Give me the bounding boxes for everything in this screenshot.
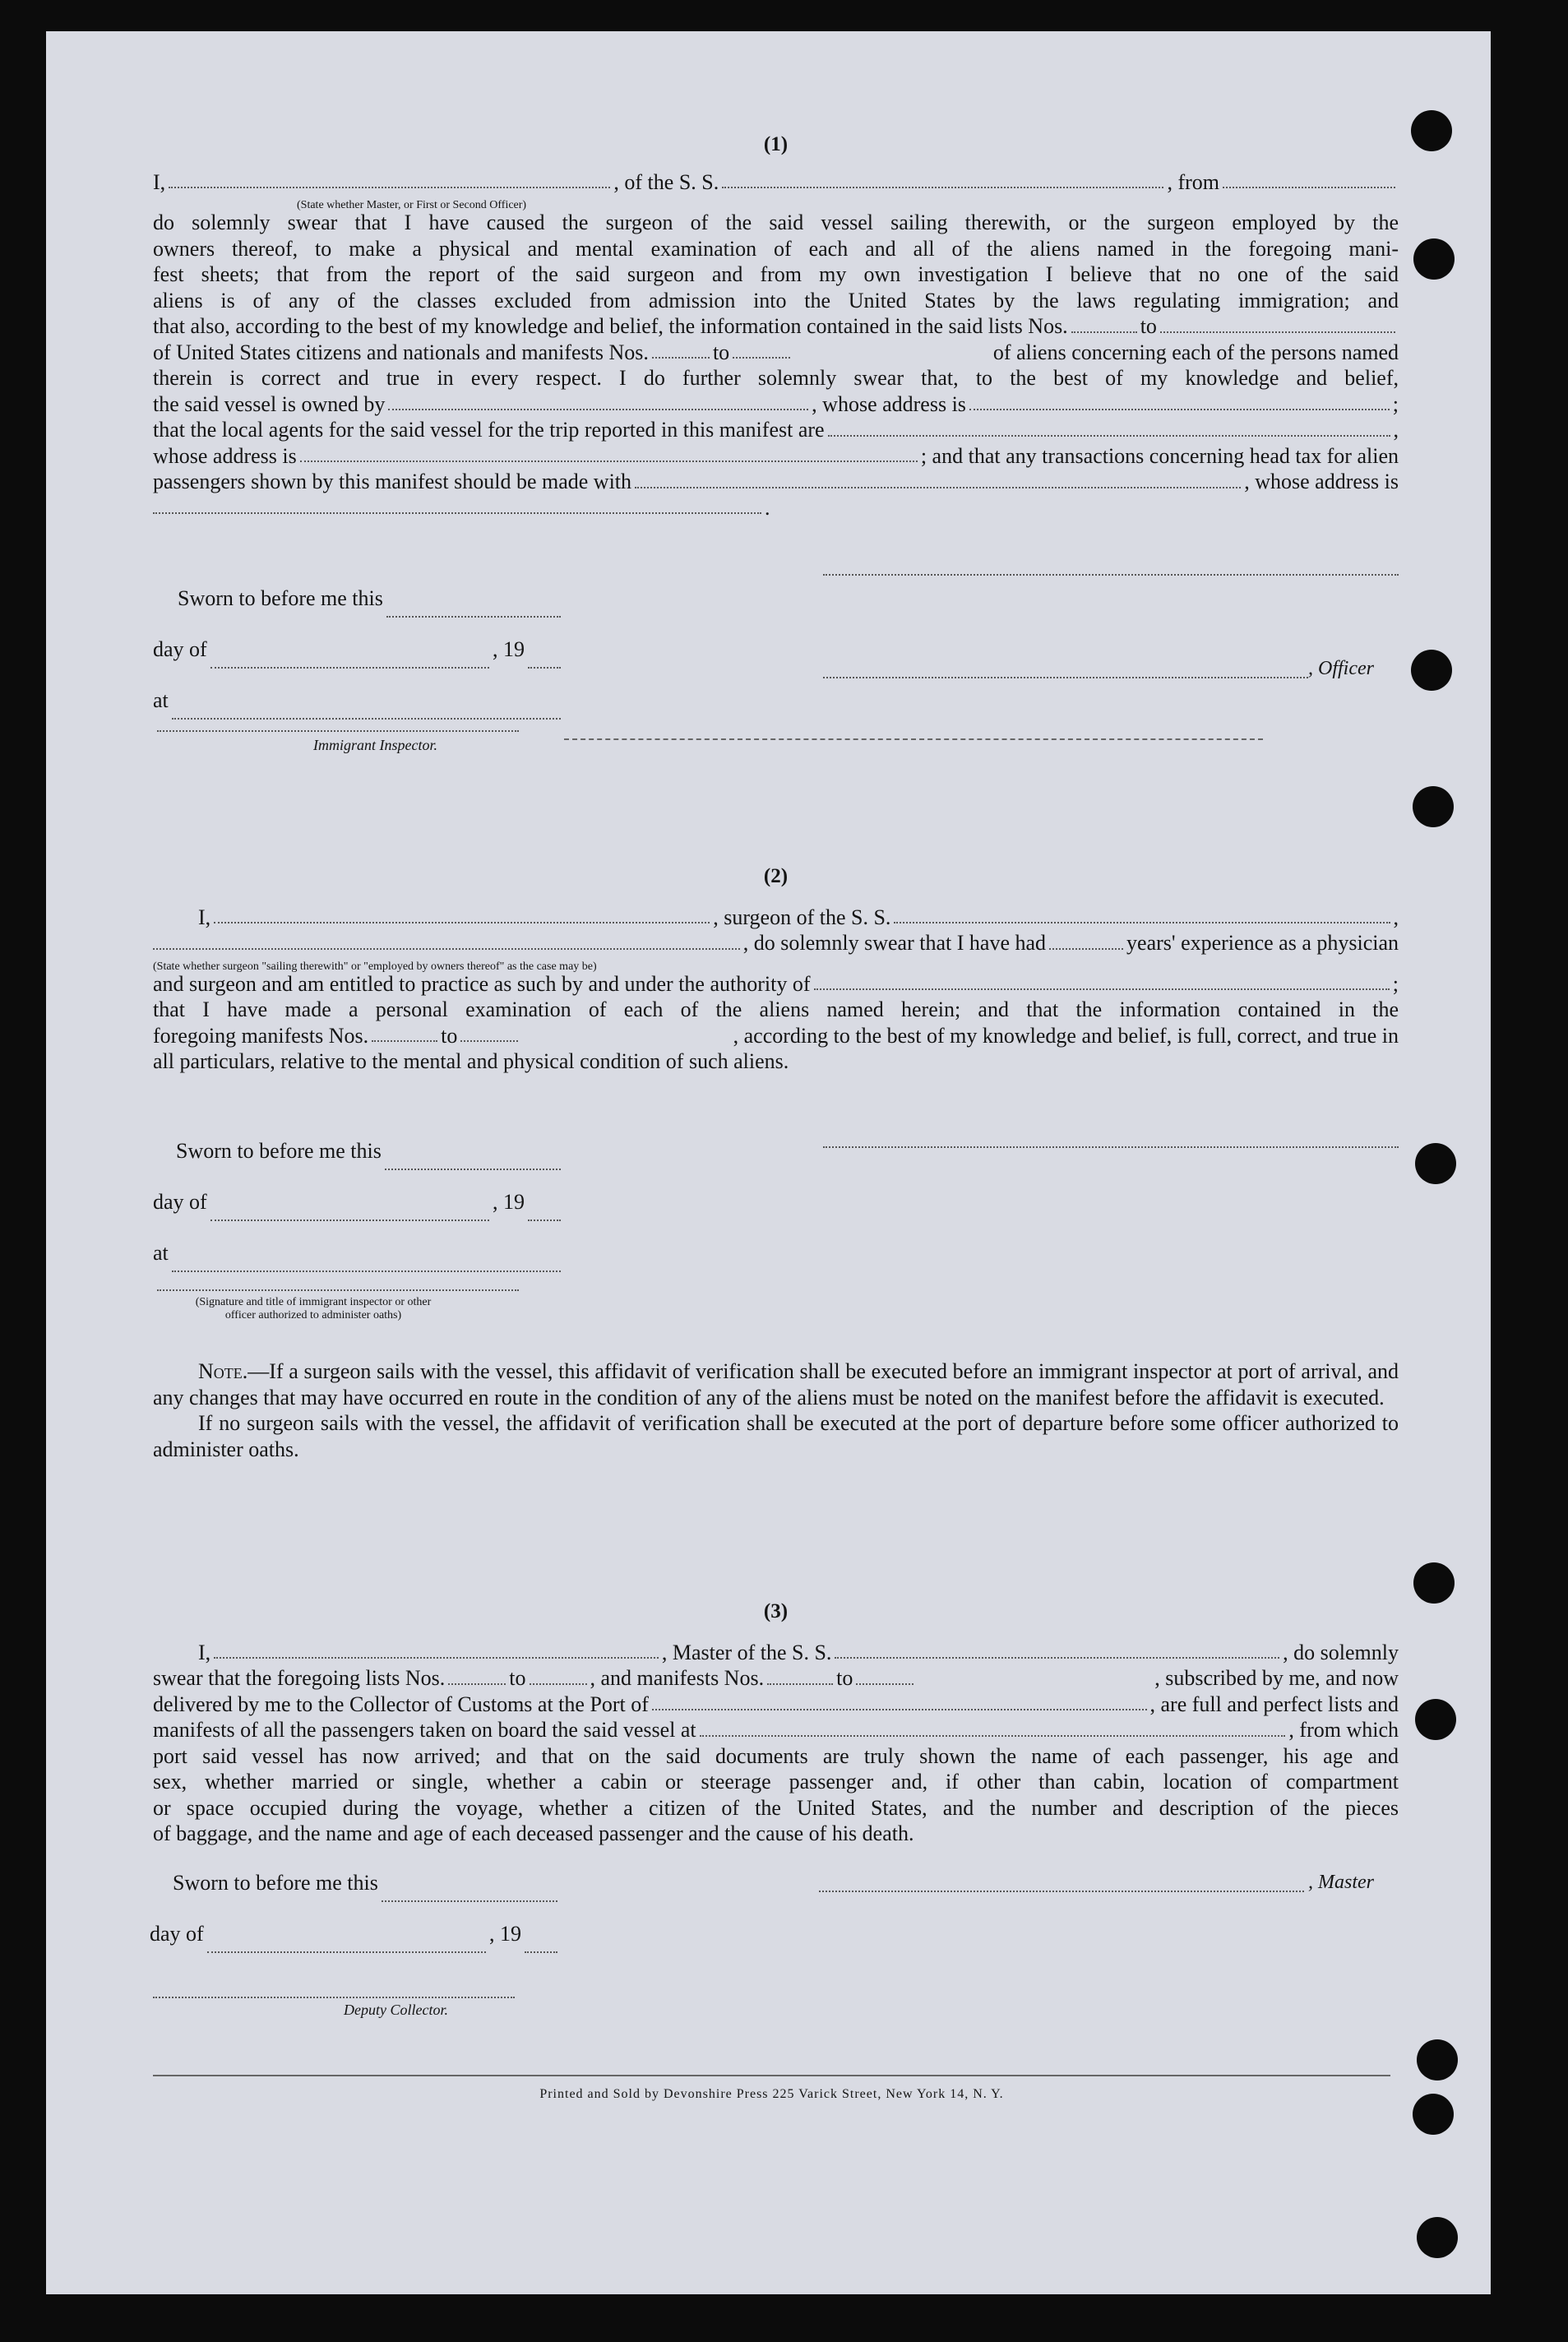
s2-inspector-signature-line[interactable]: [157, 1289, 519, 1291]
surgeon-name-field[interactable]: [214, 922, 710, 923]
s2-sworn-date-field[interactable]: [385, 1169, 561, 1170]
head-tax-contact-field[interactable]: [635, 487, 1241, 488]
punch-hole-10: [1417, 2217, 1458, 2258]
s2-year-field[interactable]: [528, 1220, 561, 1221]
s3-lists-to-field[interactable]: [530, 1683, 587, 1685]
s2-manifest-to-field[interactable]: [460, 1040, 518, 1042]
section-1: [153, 132, 1399, 521]
s1-inspector-label: Immigrant Inspector.: [313, 737, 437, 753]
section-3: [153, 1599, 1399, 1847]
s2-line-3: and surgeon and am entitled to practice as such by and under the authority of ;: [153, 971, 1399, 996]
s3-line-7: or space occupied during the voyage, whether a citizen of the United States, and the number and description of the pieces: [153, 1795, 1399, 1820]
s1-line-8: therein is correct and true in every respect. I do further solemnly swear that, to the best of my knowledge and belief,: [153, 366, 1399, 390]
section-3-heading: (3): [763, 1600, 789, 1622]
master-name-field[interactable]: [214, 1657, 659, 1659]
section-2: [153, 863, 1399, 1075]
s3-master-signature-line[interactable]: [819, 1891, 1304, 1892]
officer-rank-field[interactable]: [169, 187, 610, 188]
s2-sworn-line: Sworn to before me this: [153, 1138, 564, 1189]
punch-hole-4: [1413, 786, 1454, 827]
s2-note-paragraph-2: If no surgeon sails with the vessel, the affidavit of verification shall be executed at the port of departure before some officer authorized to administer oaths.: [153, 1411, 1399, 1461]
s1-place-field[interactable]: [172, 718, 561, 720]
s1-line-6: that also, according to the best of my knowledge and belief, the information contained in the said lists Nos. to: [153, 313, 1399, 340]
port-of-embarkation-field[interactable]: [700, 1735, 1286, 1737]
s3-line-8: of baggage, and the name and age of each deceased passenger and the cause of his death.: [153, 1821, 914, 1845]
practice-authority-field[interactable]: [814, 988, 1390, 990]
s2-signature-caption: (Signature and title of immigrant inspector or other officer authorized to administer oaths): [195, 1296, 432, 1321]
s2-line-1: I, , surgeon of the S. S. ,: [198, 905, 1399, 929]
s3-line-4: manifests of all the passengers taken on board the said vessel at , from which: [153, 1718, 1399, 1742]
years-experience-field[interactable]: [1049, 948, 1123, 950]
citizen-list-from-field[interactable]: [1071, 331, 1137, 333]
s1-day-month-field[interactable]: [210, 667, 489, 669]
s2-place-field[interactable]: [172, 1271, 561, 1272]
s1-officer-signature-line[interactable]: [823, 677, 1308, 678]
s2-note: [153, 1358, 1399, 1462]
s2-day-line: day of , 19: [153, 1189, 564, 1240]
s1-line-12: passengers shown by this manifest should be made with , whose address is: [153, 470, 1399, 493]
s1-line-13: .: [153, 495, 1399, 521]
s1-line-1: I, , of the S. S. , from: [153, 169, 1399, 196]
s2-right-signature-line[interactable]: [823, 1146, 1399, 1148]
s1-line-10: that the local agents for the said vessel for the trip reported in this manifest are ,: [153, 418, 1399, 442]
s2-line-2: , do solemnly swear that I have had years' experience as a physician: [153, 930, 1399, 956]
s3-sworn-line: Sworn to before me this: [150, 1870, 561, 1921]
s1-sworn-date-field[interactable]: [386, 616, 561, 618]
punch-hole-8: [1417, 2039, 1458, 2080]
s3-vessel-name-field[interactable]: [835, 1657, 1279, 1659]
s2-caption: (State whether surgeon "sailing therewith" or "employed by owners thereof" as the case may be): [153, 960, 597, 973]
form-sheet: [46, 31, 1491, 2294]
printer-imprint: Printed and Sold by Devonshire Press 225 Varick Street, New York 14, N. Y.: [539, 2087, 1004, 2101]
punch-hole-2: [1413, 238, 1455, 280]
s1-officer-signature-top-line[interactable]: [823, 574, 1399, 576]
from-port-field[interactable]: [1223, 187, 1395, 188]
punch-hole-6: [1413, 1562, 1455, 1604]
local-agents-field[interactable]: [828, 435, 1390, 437]
punch-hole-3: [1411, 650, 1452, 691]
s2-line-5: foregoing manifests Nos. to , according to the best of my knowledge and belief, is full, correct, and true in: [153, 1023, 1399, 1048]
s1-officer-label: , Officer: [1308, 658, 1374, 679]
s1-line-5: aliens is of any of the classes excluded from admission into the United States by the laws regulating immigration; and: [153, 288, 1399, 312]
s2-note-paragraph-1: Note.—If a surgeon sails with the vessel, this affidavit of verification shall be executed before an immigrant inspector at port of arrival, and any changes that may have occurred en route in the condition of any of the aliens must be noted on the manifest before the affidavit is executed.: [153, 1359, 1399, 1409]
punch-hole-7: [1415, 1699, 1456, 1740]
s3-oath-block: [150, 1870, 561, 1972]
s3-year-field[interactable]: [525, 1951, 557, 1953]
alien-manifest-from-field[interactable]: [652, 357, 710, 359]
punch-hole-5: [1415, 1143, 1456, 1184]
s1-line-9: the said vessel is owned by , whose address is ;: [153, 391, 1399, 416]
s3-line-2: swear that the foregoing lists Nos. to , and manifests Nos. to , subscribed by me, and now: [153, 1666, 1399, 1690]
s3-line-1: I, , Master of the S. S. , do solemnly: [198, 1640, 1399, 1664]
s2-line-6: all particulars, relative to the mental and physical condition of such aliens.: [153, 1049, 789, 1073]
s3-master-label: , Master: [1308, 1872, 1374, 1893]
head-tax-address-field[interactable]: [153, 512, 761, 514]
s1-line-2: do solemnly swear that I have caused the surgeon of the said vessel sailing therewith, or the surgeon employed by the: [153, 211, 1399, 234]
s1-year-field[interactable]: [528, 667, 561, 669]
vessel-name-field[interactable]: [722, 187, 1163, 188]
s1-inspector-signature-line[interactable]: [157, 730, 519, 732]
s1-at-line: at: [153, 687, 564, 738]
s1-day-line: day of , 19: [153, 636, 564, 687]
s3-manifests-to-field[interactable]: [856, 1683, 914, 1685]
alien-manifest-to-field[interactable]: [733, 357, 790, 359]
s1-line-3: owners thereof, to make a physical and mental examination of each and all of the aliens named in the foregoing mani-: [153, 236, 1399, 261]
section-2-heading: (2): [763, 865, 789, 887]
s3-lists-from-field[interactable]: [448, 1683, 506, 1685]
agents-address-field[interactable]: [300, 461, 918, 462]
s2-at-line: at: [153, 1240, 564, 1291]
s1-separator-dashes: [564, 738, 1263, 740]
s3-manifests-from-field[interactable]: [767, 1683, 833, 1685]
s2-line-4: that I have made a personal examination of each of the aliens named herein; and that the information contained in the: [153, 997, 1399, 1021]
note-label: Note.: [198, 1359, 248, 1383]
s2-oath-block: [153, 1138, 564, 1291]
s1-line-11: whose address is ; and that any transactions concerning head tax for alien: [153, 443, 1399, 468]
s3-collector-signature-line[interactable]: [153, 1997, 515, 1998]
s3-line-3: delivered by me to the Collector of Customs at the Port of , are full and perfect lists and: [153, 1692, 1399, 1716]
s3-line-6: sex, whether married or single, whether a cabin or steerage passenger and, if other than cabin, location of compartment: [153, 1770, 1399, 1794]
punch-hole-1: [1411, 110, 1452, 151]
s2-day-month-field[interactable]: [210, 1220, 489, 1221]
s1-line-7: of United States citizens and nationals and manifests Nos. to of aliens concerning each of the persons named: [153, 340, 1399, 364]
owner-address-field[interactable]: [969, 409, 1390, 410]
s1-line-4: fest sheets; that from the report of the said surgeon and from my own investigation I believe that no one of the said: [153, 262, 1399, 286]
port-of-entry-field[interactable]: [652, 1709, 1147, 1710]
s2-vessel-name-field[interactable]: [894, 922, 1390, 923]
s3-day-line: day of , 19: [150, 1921, 561, 1972]
surgeon-status-field[interactable]: [153, 948, 740, 950]
s3-day-month-field[interactable]: [207, 1951, 486, 1953]
s1-sworn-line: Sworn to before me this: [153, 586, 564, 636]
s1-oath-block: [153, 586, 564, 738]
s2-manifest-from-field[interactable]: [372, 1040, 437, 1042]
s3-sworn-date-field[interactable]: [382, 1900, 557, 1902]
citizen-list-to-field[interactable]: [1160, 331, 1395, 333]
s1-caption: (State whether Master, or First or Second Officer): [297, 199, 527, 211]
s3-collector-label: Deputy Collector.: [344, 2002, 448, 2018]
punch-hole-9: [1413, 2094, 1454, 2135]
vessel-owner-field[interactable]: [388, 409, 808, 410]
s3-line-5: port said vessel has now arrived; and that on the said documents are truly shown the name of each passenger, his age and: [153, 1743, 1399, 1768]
section-1-heading: (1): [763, 133, 789, 155]
footer-rule: [153, 2075, 1390, 2076]
